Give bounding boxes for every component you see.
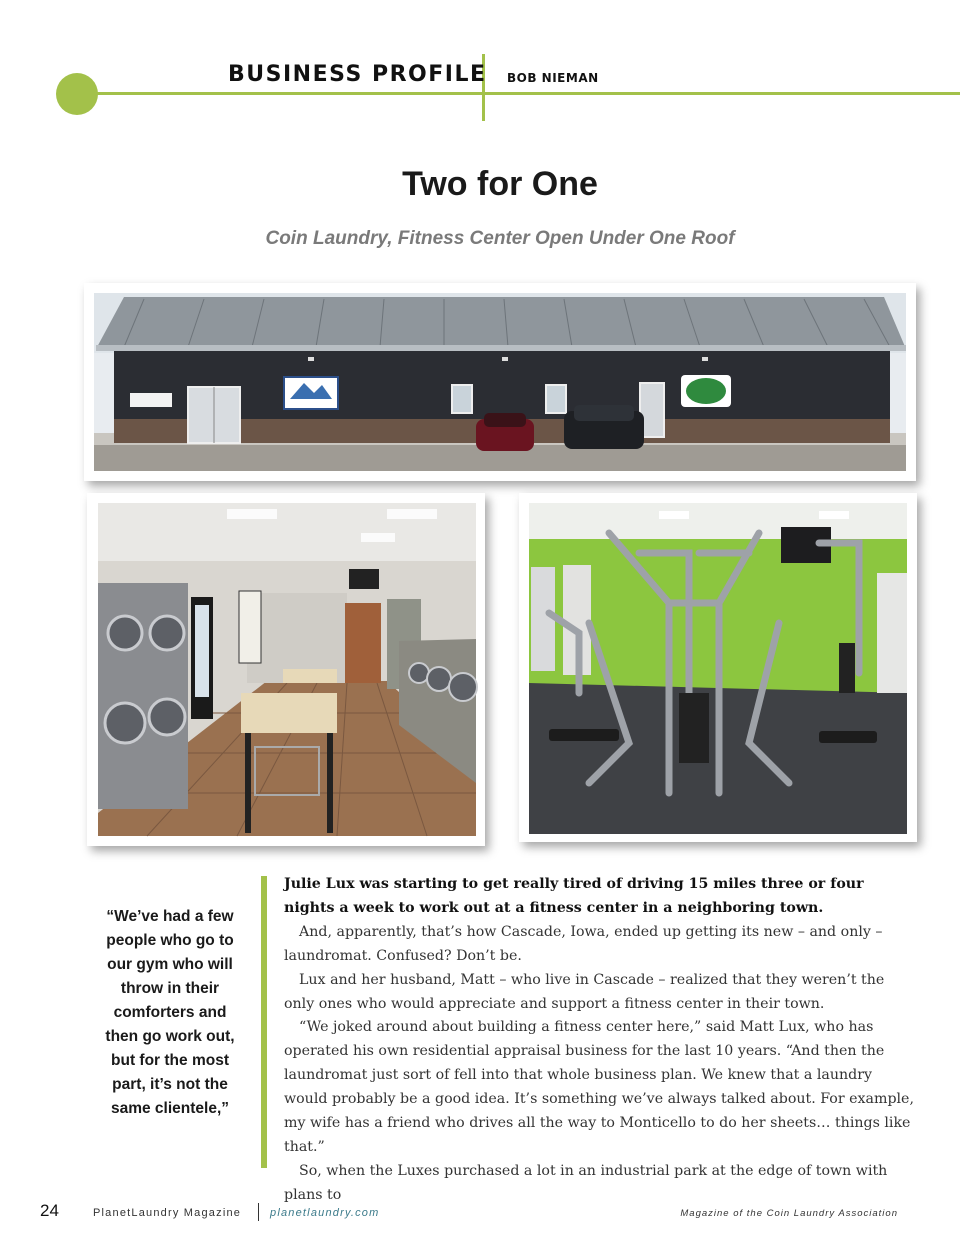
pull-quote-rule [261,876,267,1168]
page-number: 24 [40,1201,59,1220]
association-tagline: Magazine of the Coin Laundry Association [680,1208,898,1219]
lead-paragraph: Julie Lux was starting to get really tired of driving 15 miles three or four nights a week to work out at a fitness center in a neighboring town. [284,876,864,916]
fitness-center-photo [519,493,917,842]
section-label: BUSINESS PROFILE [228,62,487,87]
article-title: Two for One [402,165,598,203]
laundromat-photo [87,493,485,846]
header-rule [90,92,960,95]
body-paragraph: “We joked around about building a fitness center here,” said Matt Lux, who has operated his own residential appraisal business for the last 10 years. “And then the laundromat just sort of fell into that whole business plan. We knew that a laundry would probably be a good idea. It’s something we’ve always talked about. For example, my wife has a friend who drives all the way to Monticello to do her sheets… things like that.” [284,1019,914,1155]
building-photo [84,283,916,481]
footer-divider [258,1203,259,1221]
body-paragraph: Lux and her husband, Matt – who live in Cascade – realized that they weren’t the only ones who would appreciate and support a fitness center in their town. [284,971,885,1012]
article-subtitle: Coin Laundry, Fitness Center Open Under One Roof [265,228,735,249]
body-paragraph: And, apparently, that’s how Cascade, Iowa, ended up getting its new – and only – laundromat. Confused? Don’t be. [284,923,883,964]
article-body [284,873,914,1208]
website-link[interactable]: planetlaundry.com [270,1207,380,1219]
magazine-name: PlanetLaundry Magazine [93,1207,242,1219]
author-byline: BOB NIEMAN [507,71,599,85]
header-dot [56,73,98,115]
body-paragraph: So, when the Luxes purchased a lot in an industrial park at the edge of town with plans to [284,1162,888,1203]
pull-quote: “We’ve had a few people who go to our gym who will throw in their comforters and then go work out, but for the most part, it’s not the same clientele,” [105,908,235,1117]
